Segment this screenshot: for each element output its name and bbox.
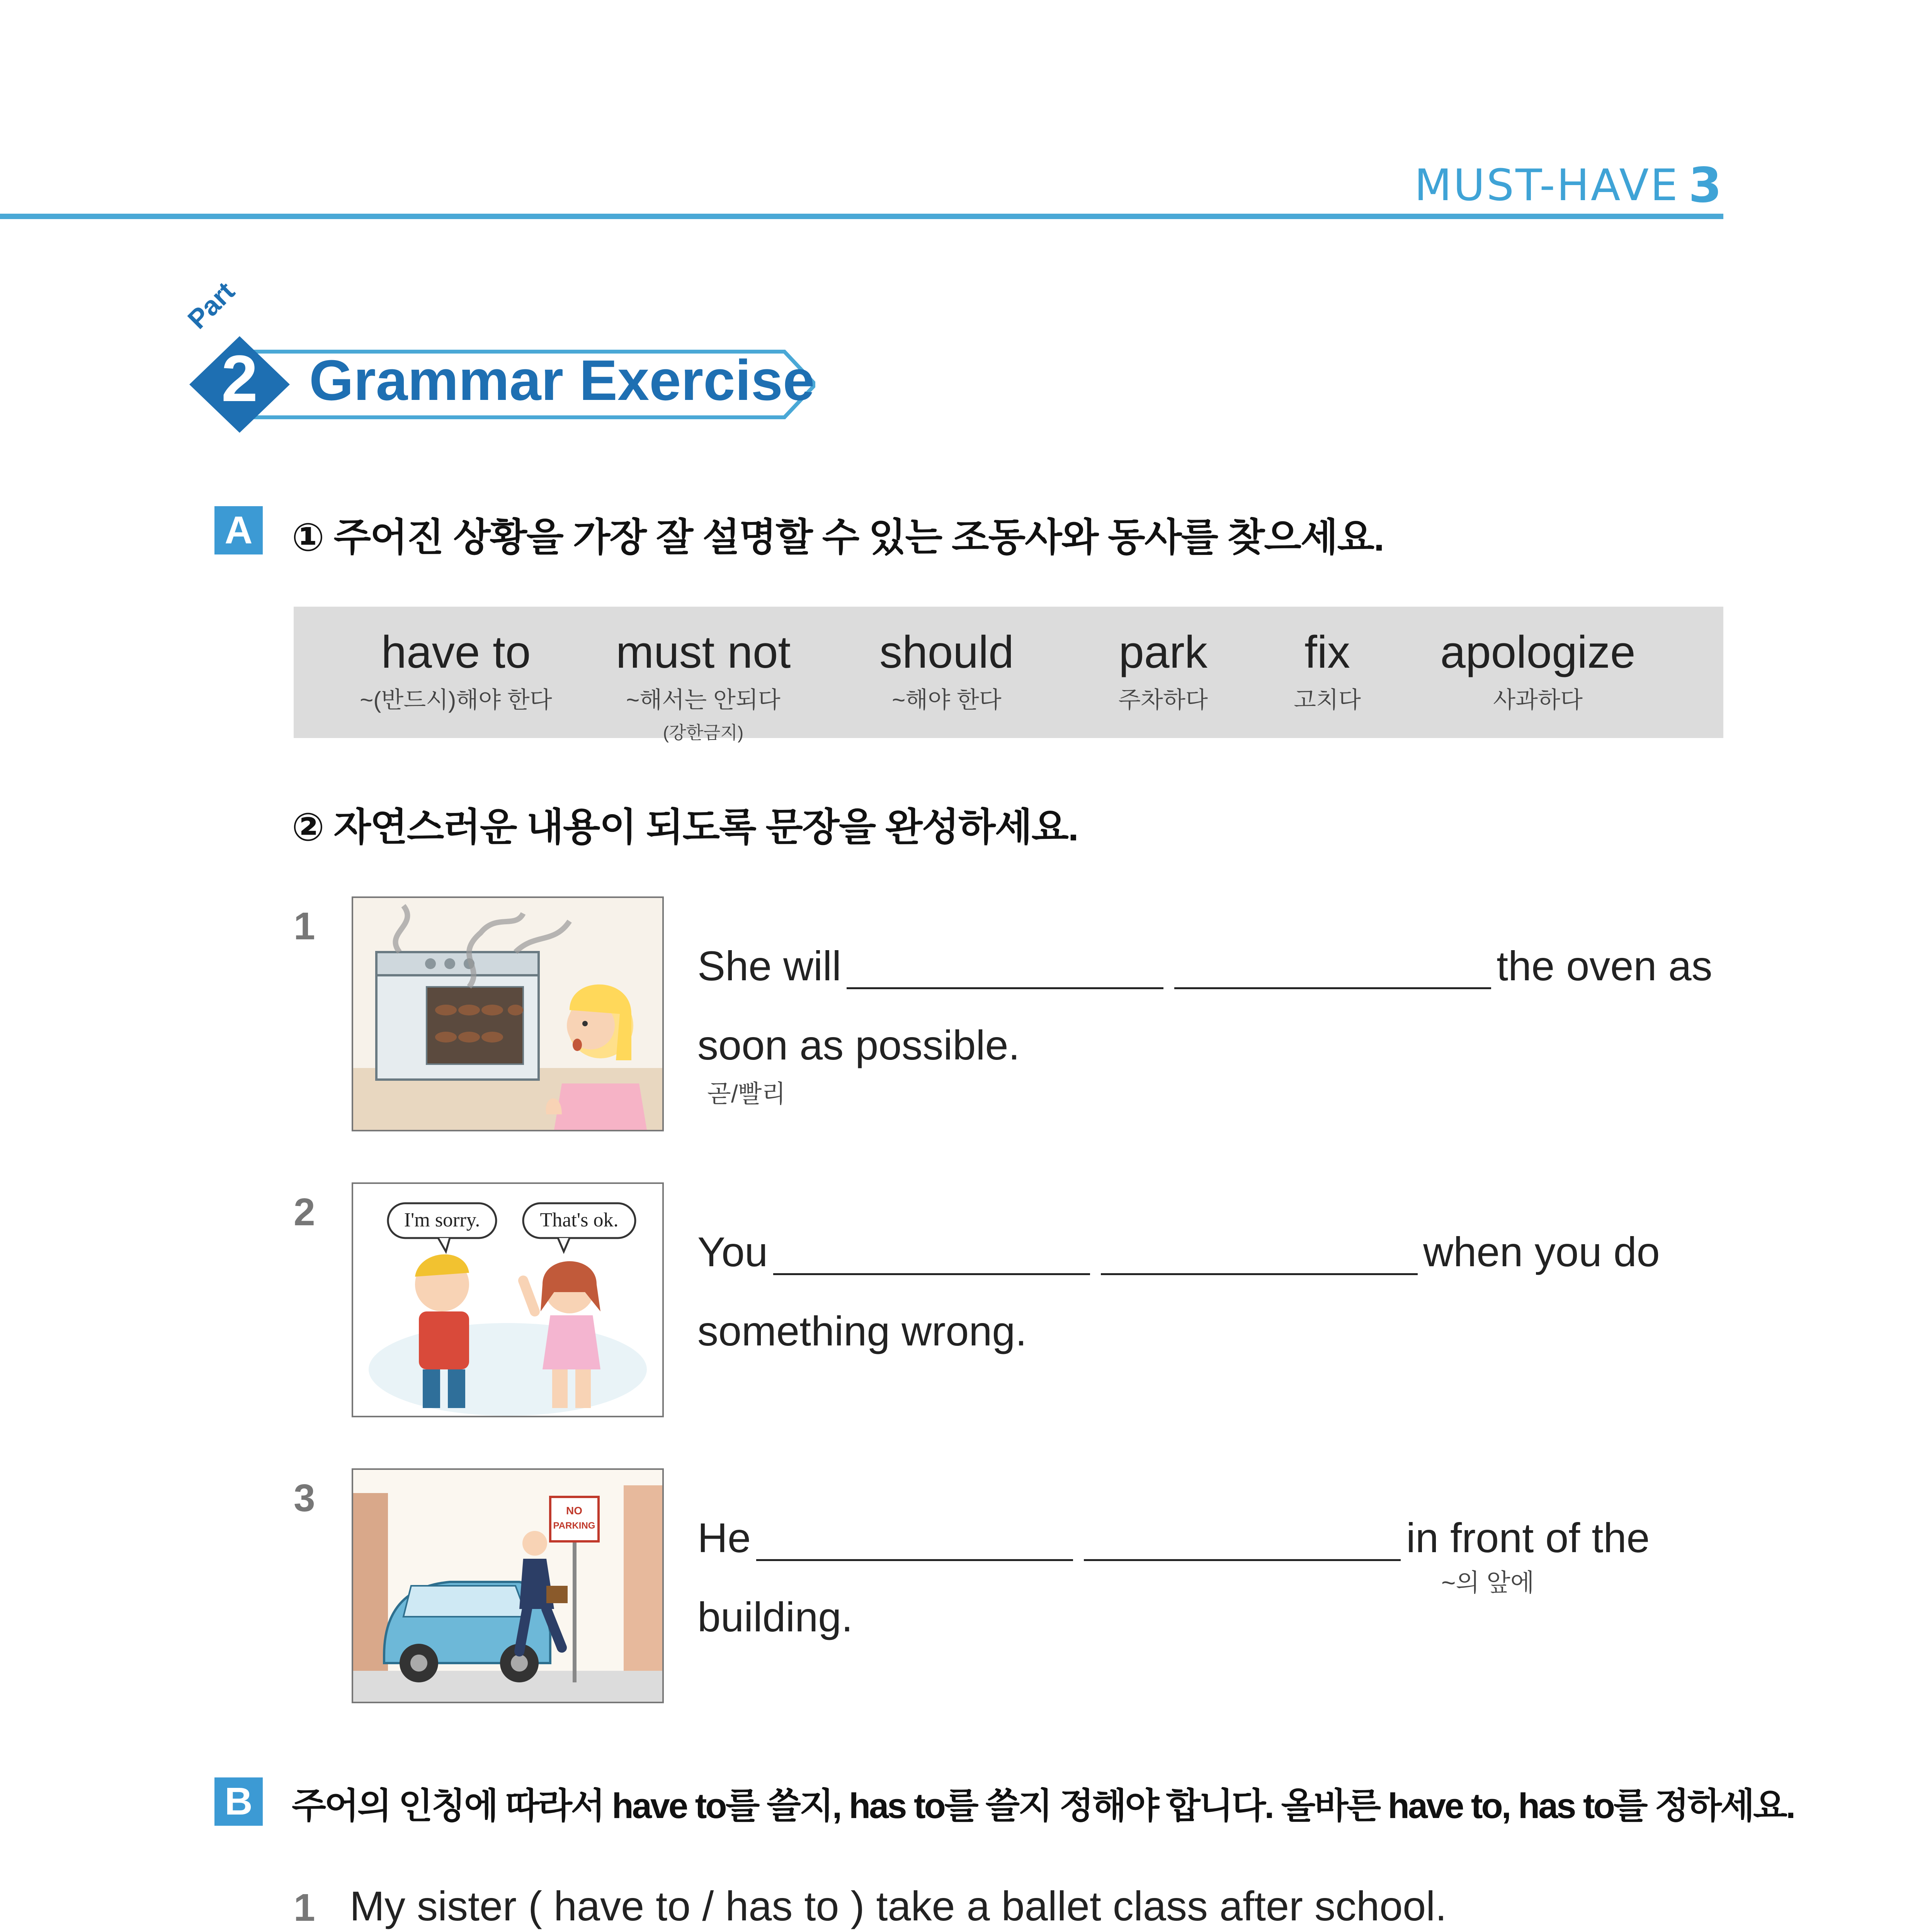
part-title: Grammar Exercise (309, 349, 815, 412)
sentence-text: She will (697, 942, 842, 989)
item-number: 3 (294, 1476, 315, 1520)
item-number: 1 (294, 1886, 315, 1929)
sign-text-bottom: PARKING (553, 1520, 595, 1531)
section-a-instruction-2: ② 자연스러운 내용이 되도록 문장을 완성하세요. (292, 806, 1078, 849)
sentence-text: in front of the (1406, 1514, 1650, 1561)
section-a-badge: A (214, 506, 263, 554)
sentence-text: when you do (1423, 1228, 1660, 1275)
item-1-sentence-line-2: soon as possible. (697, 1022, 1020, 1068)
series-name: MUST-HAVE (1414, 160, 1679, 211)
word-bank-gloss: 사과하다 (1493, 687, 1583, 713)
item-1-sentence-line-1 (697, 943, 1713, 989)
sentence-text: the oven as (1497, 942, 1713, 989)
item-number: 2 (294, 1190, 315, 1234)
item-2-sentence-line-2: something wrong. (697, 1308, 1027, 1354)
part-number: 2 (221, 342, 258, 415)
section-b-badge: B (214, 1777, 263, 1826)
word-bank-gloss: ~해야 한다 (892, 687, 1002, 713)
sentence-text: You (697, 1228, 768, 1275)
section-a-instruction-1: ① 주어진 상황을 가장 잘 설명할 수 있는 조동사와 동사를 찾으세요. (292, 516, 1384, 559)
speech-right-text: That's ok. (540, 1209, 619, 1231)
word-bank-item (359, 607, 553, 715)
vocab-gloss: 곧/빨리 (707, 1080, 786, 1108)
answer-blank[interactable] (1174, 952, 1491, 989)
word-bank-item (607, 607, 800, 744)
word-bank (294, 607, 1723, 743)
series-label (1414, 156, 1723, 214)
sign-text-top: NO (566, 1505, 582, 1517)
item-number: 1 (294, 905, 315, 948)
word-bank-word: park (1119, 627, 1208, 678)
word-bank-item (1086, 607, 1240, 715)
word-bank-gloss: ~(반드시)해야 한다 (360, 687, 552, 713)
word-bank-word: have to (381, 627, 531, 678)
word-bank-item (1260, 607, 1395, 715)
choice-sentence[interactable]: My sister ( have to / has to ) take a ballet class after school. (350, 1883, 1447, 1929)
word-bank-gloss: 고치다 (1294, 687, 1361, 713)
answer-blank[interactable] (756, 1524, 1073, 1561)
word-bank-gloss: ~해서는 안되다 (626, 687, 781, 713)
part-word: Part (182, 276, 241, 335)
oven-smoke-illustration (352, 896, 664, 1131)
word-bank-word: apologize (1440, 627, 1636, 678)
answer-blank[interactable] (847, 952, 1163, 989)
sentence-text: He (697, 1514, 751, 1561)
vocab-gloss: ~의 앞에 (1441, 1569, 1534, 1597)
word-bank-word: should (879, 627, 1014, 678)
item-2-sentence-line-1 (697, 1229, 1660, 1275)
item-3-sentence-line-2: building. (697, 1594, 853, 1640)
word-bank-gloss: 주차하다 (1118, 687, 1208, 713)
speech-left-text: I'm sorry. (404, 1209, 480, 1231)
series-number: 3 (1688, 158, 1723, 213)
word-bank-item (1422, 607, 1654, 715)
header-rule (0, 214, 1723, 219)
answer-blank[interactable] (773, 1238, 1090, 1275)
item-3-sentence-line-1 (697, 1515, 1650, 1561)
word-bank-word: fix (1304, 627, 1350, 678)
word-bank-note: (강한금지) (663, 723, 744, 743)
word-bank-word: must not (616, 627, 791, 678)
section-b-instruction: 주어의 인칭에 따라서 have to를 쓸지, has to를 쓸지 정해야 합니다. 올바른 have to, has to를 정하세요. (292, 1786, 1794, 1826)
apology-illustration (352, 1182, 664, 1417)
word-bank-item (850, 607, 1043, 715)
answer-blank[interactable] (1101, 1238, 1418, 1275)
no-parking-illustration (352, 1468, 664, 1703)
answer-blank[interactable] (1084, 1524, 1401, 1561)
